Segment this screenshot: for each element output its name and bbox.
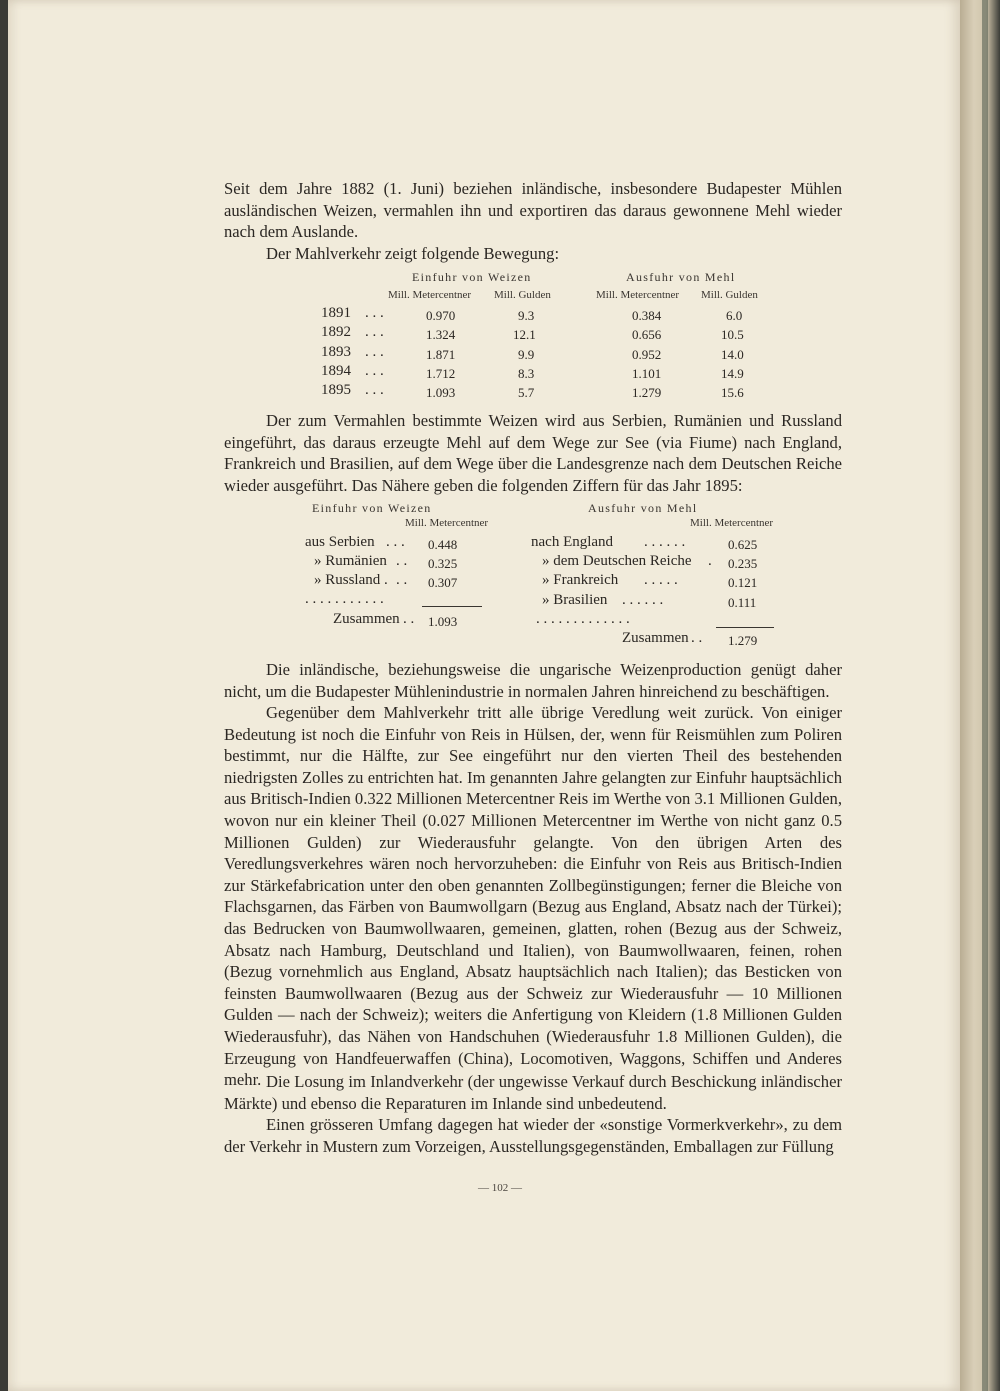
table2-destination-label: » Brasilien xyxy=(542,592,608,608)
table1-subheader-imp-q: Mill. Metercentner xyxy=(388,289,472,301)
table2-export-header: Ausfuhr von Mehl xyxy=(588,501,698,515)
table1-year: 1895 xyxy=(321,382,351,398)
paragraph-losung: Die Losung im Inlandverkehr (der ungewisse Verkauf durch Beschickung inländischer Märkte) und ebenso die Reparaturen im Inlande sind unbedeutend. xyxy=(224,1072,842,1113)
table2-destination-value: 0.121 xyxy=(728,575,758,590)
page-number: — 102 — xyxy=(478,1182,522,1194)
table2-dots: . . xyxy=(396,553,408,569)
table1-subheader-exp-q: Mill. Metercentner xyxy=(596,289,680,301)
table1-dots: . . . xyxy=(365,363,384,379)
table1-export-value: 10.5 xyxy=(721,327,744,342)
table2-left-leader-dots: . . . . . . . . . . . xyxy=(305,591,384,607)
table1-year: 1894 xyxy=(321,363,351,379)
table1-dots: . . . xyxy=(365,305,384,321)
table1-year: 1893 xyxy=(321,344,351,360)
table1-import-quantity: 1.324 xyxy=(426,327,456,342)
table1-export-value: 14.9 xyxy=(721,366,744,381)
table1-export-quantity: 0.952 xyxy=(632,347,662,362)
table1-import-value: 12.1 xyxy=(513,327,536,342)
table2-left-total-dots: . . xyxy=(403,611,415,627)
table2-origin-label: aus Serbien xyxy=(305,534,375,550)
table1-export-quantity: 1.101 xyxy=(632,366,662,381)
table2-import-header: Einfuhr von Weizen xyxy=(312,501,432,515)
table1-import-header: Einfuhr von Weizen xyxy=(412,270,532,284)
table2-origin-value: 0.307 xyxy=(428,575,458,590)
table1-export-value: 15.6 xyxy=(721,385,744,400)
table2-export-subheader: Mill. Metercentner xyxy=(690,517,774,529)
table1-import-value: 9.9 xyxy=(518,347,535,362)
table1-export-value: 6.0 xyxy=(726,308,743,323)
table1-year: 1892 xyxy=(321,324,351,340)
table2-destination-label: » dem Deutschen Reiche xyxy=(542,553,692,569)
table2-right-sum-rule xyxy=(716,627,774,628)
table1-export-value: 14.0 xyxy=(721,347,744,362)
table2-dots: . . xyxy=(396,572,408,588)
table1-import-value: 8.3 xyxy=(518,366,535,381)
table2-left-total-label: Zusammen xyxy=(333,611,400,627)
paragraph-origin: Der zum Vermahlen bestimmte Weizen wird aus Serbien, Rumänien und Russland eingeführt, das daraus erzeugte Mehl auf dem Wege zur See (via Fiume) nach England, Frankreich und Brasilien, auf dem Wege über die Landesgrenze nach dem Deutschen Reiche wieder ausgeführt. Das Nähere geben die folgenden Ziffern für das Jahr 1895: xyxy=(224,411,842,495)
table1-import-quantity: 1.871 xyxy=(426,347,456,362)
table2-origin-value: 0.448 xyxy=(428,537,458,552)
book-page xyxy=(8,0,960,1391)
book-gutter xyxy=(960,0,1000,1391)
table2-origin-label: » Rumänien xyxy=(314,553,387,569)
table1-export-header: Ausfuhr von Mehl xyxy=(626,270,736,284)
table2-destination-value: 0.625 xyxy=(728,537,758,552)
table2-origin-label: » Russland . xyxy=(314,572,388,588)
table2-left-total: 1.093 xyxy=(428,614,458,629)
paragraph-table-intro: Der Mahlverkehr zeigt folgende Bewegung: xyxy=(266,244,560,263)
table1-import-quantity: 1.093 xyxy=(426,385,456,400)
paragraph-intro: Seit dem Jahre 1882 (1. Juni) beziehen inländische, insbesondere Budapester Mühlen ausländischen Weizen, vermahlen ihn und exportiren das daraus gewonnene Mehl wieder nach dem Auslande. xyxy=(224,179,842,242)
table2-right-total: 1.279 xyxy=(728,633,758,648)
table2-right-total-label: Zusammen xyxy=(622,630,689,646)
table2-destination-value: 0.235 xyxy=(728,556,758,571)
table1-subheader-imp-v: Mill. Gulden xyxy=(494,289,551,301)
paragraph-vormerk: Einen grösseren Umfang dagegen hat wieder der «sonstige Vormerkverkehr», zu dem der Verkehr in Mustern zum Vorzeigen, Ausstellungsgegenständen, Emballagen zur Füllung xyxy=(224,1115,842,1156)
paragraph-veredlung: Gegenüber dem Mahlverkehr tritt alle übrige Veredlung weit zurück. Von einiger Bedeutung ist noch die Einfuhr von Reis in Hülsen, der, wenn für Reismühlen zum Poliren bestimmt, nur die Hälfte, zur See eingeführt nur den vierten Theil des bestehenden niedrigsten Zolles zu entrichten hat. Im genannten Jahre gelangten zur Einfuhr hauptsächlich aus Britisch-Indien 0.322 Millionen Metercentner Reis im Werthe von 3.1 Millionen Gulden, wovon nur ein kleiner Theil (0.027 Millionen Metercentner im Werthe von nicht ganz 0.5 Millionen Gulden) zur Wiederausfuhr gelangte. Von den übrigen Arten des Veredlungsverkehres wären noch hervorzuheben: die Einfuhr von Reis aus Britisch-Indien zur Stärkefabrication unter den oben genannten Zollbegünstigungen; ferner die Bleiche von Flachsgarnen, das Färben von Baumwollgarn (Bezug aus England, Absatz nach der Türkei); das Bedrucken von Baumwollwaaren, gemeinen, glatten, rohen (Bezug aus der Schweiz, Absatz nach Hamburg, Deutschland und Italien), von Baumwollwaaren, feinen, rohen (Bezug vornehmlich aus England, Absatz hauptsächlich nach Italien); das Besticken von feinsten Baumwollwaaren (Bezug aus der Schweiz zur Wiederausfuhr — 10 Millionen Gulden — nach der Schweiz); weiters die Anfertigung von Kleidern (1.8 Millionen Gulden Wiederausfuhr), das Nähen von Handschuhen (Wiederausfuhr 1.8 Millionen Gulden), die Erzeugung von Handfeuerwaffen (China), Locomotiven, Waggons, Schiffen und Anderes mehr. xyxy=(224,703,842,1090)
table1-subheader-exp-v: Mill. Gulden xyxy=(701,289,758,301)
table1-import-quantity: 0.970 xyxy=(426,308,456,323)
table1-year: 1891 xyxy=(321,305,351,321)
table1-export-quantity: 1.279 xyxy=(632,385,662,400)
table1-import-value: 5.7 xyxy=(518,385,535,400)
table1-dots: . . . xyxy=(365,344,384,360)
table2-dots: . . . . . . xyxy=(622,592,664,608)
table1-export-quantity: 0.384 xyxy=(632,308,662,323)
table2-left-sum-rule xyxy=(422,606,482,607)
table1-dots: . . . xyxy=(365,324,384,340)
paragraph-production: Die inländische, beziehungsweise die ungarische Weizenproduction genügt daher nicht, um die Budapester Mühlenindustrie in normalen Jahren hinreichend zu beschäftigen. xyxy=(224,660,842,701)
table2-dots: . . . . . . xyxy=(644,534,686,550)
table2-destination-value: 0.111 xyxy=(728,595,757,610)
table2-import-subheader: Mill. Metercentner xyxy=(405,517,489,529)
table2-dots: . . . . . xyxy=(644,572,678,588)
table1-export-quantity: 0.656 xyxy=(632,327,662,342)
table2-right-leader-dots: . . . . . . . . . . . . . xyxy=(536,611,630,627)
table1-import-value: 9.3 xyxy=(518,308,535,323)
table2-origin-value: 0.325 xyxy=(428,556,458,571)
table2-right-total-dots: . . xyxy=(691,630,703,646)
table1-dots: . . . xyxy=(365,382,384,398)
table1-import-quantity: 1.712 xyxy=(426,366,456,381)
table2-destination-label: » Frankreich xyxy=(542,572,619,588)
table2-dots: . xyxy=(708,553,712,569)
binding-strip xyxy=(982,0,988,1391)
table2-destination-label: nach England xyxy=(531,534,614,550)
table2-dots: . . . xyxy=(386,534,405,550)
